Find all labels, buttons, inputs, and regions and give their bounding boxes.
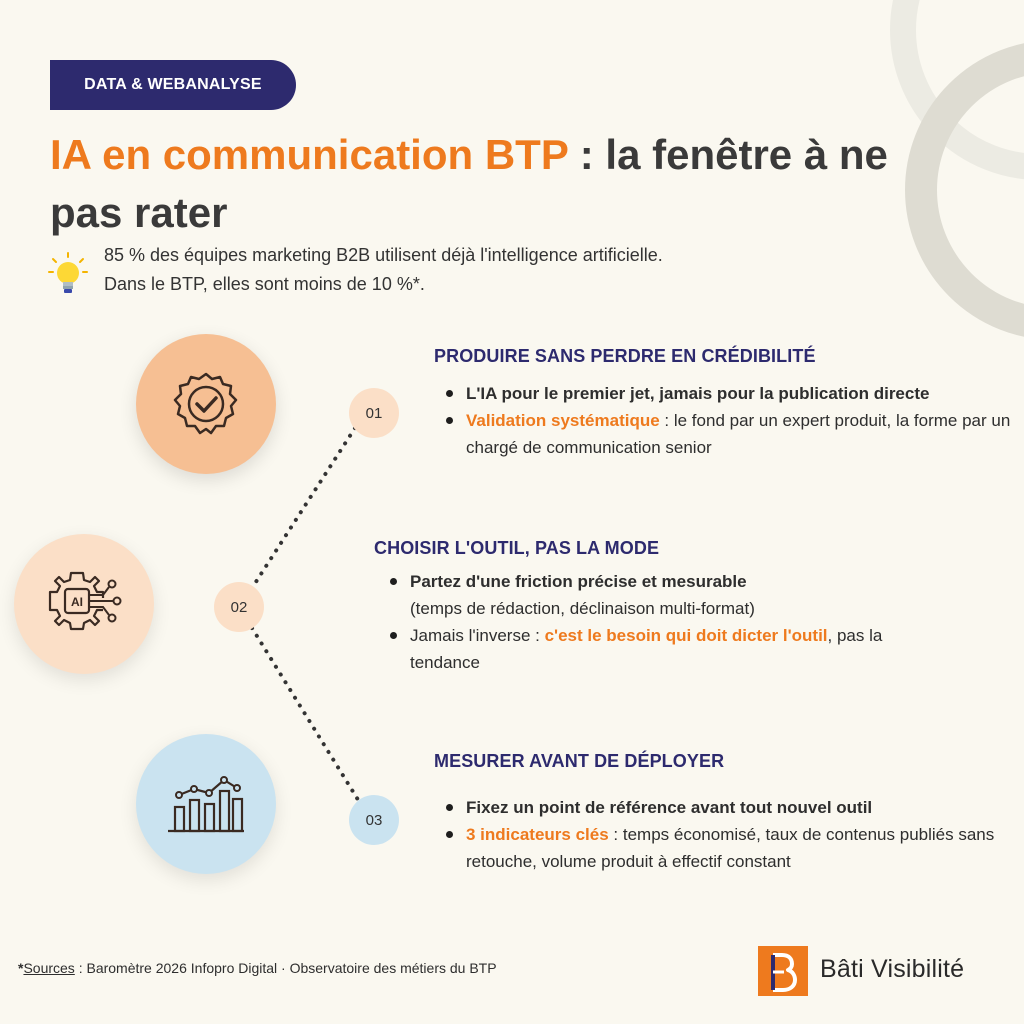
category-tag: DATA & WEBANALYSE <box>50 60 296 110</box>
bullet-strong: Fixez un point de référence avant tout nouvel outil <box>466 798 873 817</box>
step-number-2: 02 <box>214 582 264 632</box>
list-item <box>442 407 1012 461</box>
sources-note <box>18 960 497 976</box>
step-2-title: CHOISIR L'OUTIL, PAS LA MODE <box>374 538 660 558</box>
title-accent: IA en communication BTP <box>50 131 569 178</box>
bullet-strong: Partez d'une friction précise et mesurable <box>410 572 747 591</box>
sources-label: Sources <box>23 960 75 976</box>
bullet-highlight: 3 indicateurs clés <box>466 825 609 844</box>
list-item <box>386 622 946 676</box>
title-rest: : la fenêtre à ne pas rater <box>50 131 888 236</box>
ai-gear-icon <box>41 567 127 641</box>
intro-line-2: Dans le BTP, elles sont moins de 10 %*. <box>104 274 425 294</box>
bullet-text-before: Jamais l'inverse : <box>410 626 545 645</box>
brand-name: Bâti Visibilité <box>820 955 965 983</box>
footnote-star: * <box>18 960 24 976</box>
step-3-title: MESURER AVANT DE DÉPLOYER <box>434 751 725 771</box>
list-item <box>442 380 1012 407</box>
bullet-text: : le fond par un expert produit, la forme par un chargé de communication senior <box>466 411 1011 457</box>
intro-line-1: 85 % des équipes marketing B2B utilisent déjà l'intelligence artificielle. <box>104 245 663 265</box>
step-2-bullets <box>386 568 946 676</box>
step-1-title: PRODUIRE SANS PERDRE EN CRÉDIBILITÉ <box>434 346 816 366</box>
svg-text:AI: AI <box>71 595 83 609</box>
bar-chart-icon <box>166 773 246 835</box>
bullet-text: : temps économisé, taux de contenus publiés sans retouche, volume produit à effectif constant <box>466 825 995 871</box>
step-3-bullets <box>442 794 1012 875</box>
step-1-bullets <box>442 380 1012 461</box>
list-item <box>386 568 946 622</box>
bullet-text-after: , pas la tendance <box>410 626 883 672</box>
step-3-icon-circle <box>136 734 276 874</box>
step-2-icon-circle <box>14 534 154 674</box>
step-number-1: 01 <box>349 388 399 438</box>
bullet-text: (temps de rédaction, déclinaison multi-format) <box>410 599 755 618</box>
sources-text: : Baromètre 2026 Infopro Digital · Observatoire des métiers du BTP <box>74 960 497 976</box>
bullet-strong: L'IA pour le premier jet, jamais pour la publication directe <box>466 384 930 403</box>
list-item <box>442 821 1012 875</box>
bullet-highlight: Validation systématique <box>466 411 660 430</box>
badge-check-icon <box>173 371 239 437</box>
list-item <box>442 794 1012 821</box>
bati-logo-icon <box>758 946 808 996</box>
step-1-icon-circle <box>136 334 276 474</box>
step-number-3: 03 <box>349 795 399 845</box>
bullet-highlight: c'est le besoin qui doit dicter l'outil <box>544 626 828 645</box>
